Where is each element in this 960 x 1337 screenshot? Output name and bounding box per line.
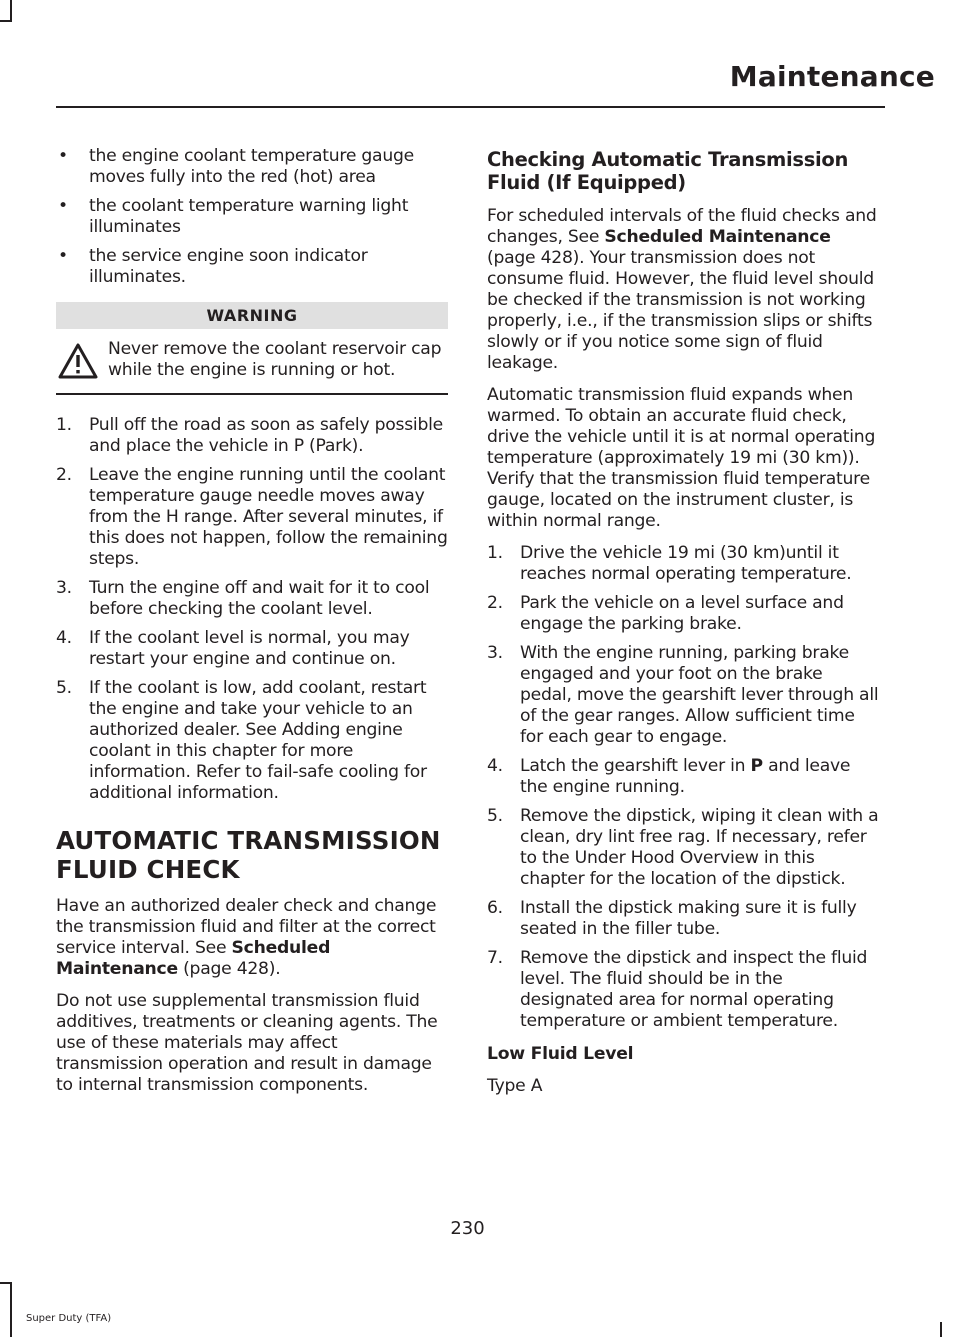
list-item: 2. Park the vehicle on a level surface and engage the parking brake. xyxy=(487,593,844,634)
dealer-paragraph: Have an authorized dealer check and change the transmission fluid and filter at the correct service interval. See Scheduled Maintenance (page 428). xyxy=(56,896,437,979)
list-item: 5. Remove the dipstick, wiping it clean with a clean, dry lint free rag. If necessary, refer to the Under Hood Overview in this chapter for the location of the dipstick. xyxy=(487,806,879,889)
page-header-title: Maintenance xyxy=(729,60,935,93)
footer-doc-label: Super Duty (TFA) xyxy=(26,1313,112,1324)
list-item: 3. Turn the engine off and wait for it to cool before checking the coolant level. xyxy=(56,578,430,619)
additives-paragraph: Do not use supplemental transmission fluid additives, treatments or cleaning agents. The use of these materials may affect transmission operation and result in damage to internal transmission components. xyxy=(56,991,438,1095)
right-column xyxy=(487,146,879,1108)
crop-mark xyxy=(0,1282,12,1284)
symptom-list xyxy=(56,146,448,288)
low-fluid-heading: Low Fluid Level xyxy=(487,1044,634,1064)
scheduled-maintenance-link[interactable]: Scheduled Maintenance xyxy=(56,938,331,979)
warning-triangle-icon xyxy=(58,343,98,379)
list-item: 6. Install the dipstick making sure it is fully seated in the filler tube. xyxy=(487,898,857,939)
list-item: • the engine coolant temperature gauge moves fully into the red (hot) area xyxy=(56,146,448,188)
list-item: 5. If the coolant is low, add coolant, restart the engine and take your vehicle to an authorized dealer. See Adding engine coolant in this chapter for more information. Refer to fail-safe cooling for additional information. xyxy=(56,678,427,803)
warning-box xyxy=(56,329,448,395)
intervals-paragraph: For scheduled intervals of the fluid checks and changes, See Scheduled Maintenance (page 428). Your transmission does not consume fluid. However, the fluid level should be checked if the transmission is not working properly, i.e., if the transmission slips or shifts slowly or if you notice some sign of fluid leakage. xyxy=(487,206,877,373)
list-item: 1. Pull off the road as soon as safely possible and place the vehicle in P (Park). xyxy=(56,415,443,456)
list-item: 4. If the coolant level is normal, you may restart your engine and continue on. xyxy=(56,628,410,669)
warning-text: Never remove the coolant reservoir cap while the engine is running or hot. xyxy=(108,339,442,380)
left-column xyxy=(56,146,448,1107)
expansion-paragraph: Automatic transmission fluid expands when warmed. To obtain an accurate fluid check, drive the vehicle until it is at normal operating temperature (approximately 19 mi (30 km)). Verify that the transmission fluid temperature gauge, located on the instrument cluster, is within normal range. xyxy=(487,385,876,531)
header-divider xyxy=(56,106,885,108)
section-heading: AUTOMATIC TRANSMISSION FLUID CHECK xyxy=(56,826,441,884)
list-item: 7. Remove the dipstick and inspect the fluid level. The fluid should be in the designated area for normal operating temperature or ambient temperature. xyxy=(487,948,868,1031)
coolant-steps xyxy=(56,415,448,804)
list-item: • the coolant temperature warning light illuminates xyxy=(56,196,448,238)
list-item: • the service engine soon indicator illuminates. xyxy=(56,246,448,288)
fluid-check-steps xyxy=(487,543,879,1032)
page-number: 230 xyxy=(450,1218,485,1239)
type-label: Type A xyxy=(487,1076,543,1096)
list-item: 4. Latch the gearshift lever in P and leave the engine running. xyxy=(487,756,851,797)
list-item: 3. With the engine running, parking brake engaged and your foot on the brake pedal, move the gearshift lever through all of the gear ranges. Allow sufficient time for each gear to engage. xyxy=(487,643,879,747)
scheduled-maintenance-link[interactable]: Scheduled Maintenance xyxy=(604,227,831,247)
crop-mark xyxy=(0,20,12,22)
crop-mark xyxy=(940,1322,942,1337)
list-item: 2. Leave the engine running until the coolant temperature gauge needle moves away from the H range. After several minutes, if this does not happen, follow the remaining steps. xyxy=(56,465,448,569)
crop-mark xyxy=(10,1282,12,1337)
subsection-heading: Checking Automatic Transmission Fluid (If Equipped) xyxy=(487,148,849,194)
crop-mark xyxy=(10,0,12,22)
list-item: 1. Drive the vehicle 19 mi (30 km)until it reaches normal operating temperature. xyxy=(487,543,852,584)
warning-header: WARNING xyxy=(56,302,448,329)
